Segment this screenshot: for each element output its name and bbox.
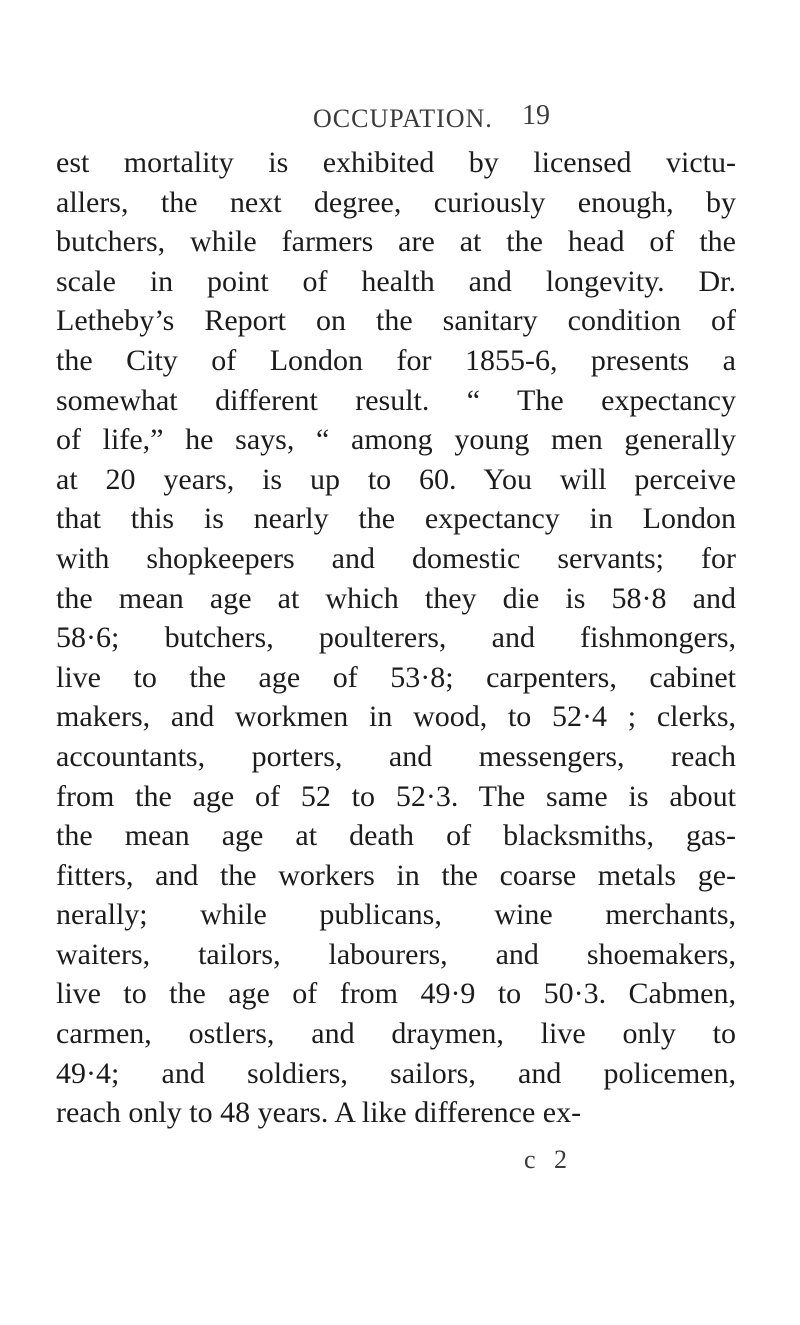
text-line: nerally; while publicans, wine merchants,: [56, 898, 736, 932]
text-line: est mortality is exhibited by licensed victu-: [56, 146, 736, 179]
text-line: live to the age of 53·8; carpenters, cabinet: [56, 660, 736, 694]
body-text: [56, 143, 736, 1133]
text-line: somewhat different result. “ The expectancy: [56, 383, 736, 417]
text-line: carmen, ostlers, and draymen, live only to: [56, 1017, 736, 1051]
text-line: of life,” he says, “ among young men generally: [56, 423, 736, 457]
text-line: scale in point of health and longevity. Dr.: [56, 264, 736, 298]
signature-mark: c 2: [524, 1145, 574, 1174]
running-title: OCCUPATION.: [313, 104, 493, 133]
text-line: that this is nearly the expectancy in London: [56, 502, 736, 536]
text-line: at 20 years, is up to 60. You will perceive: [56, 462, 736, 496]
text-line: from the age of 52 to 52·3. The same is about: [56, 779, 736, 813]
text-line: accountants, porters, and messengers, reach: [56, 739, 736, 773]
text-line: the mean age at death of blacksmiths, gas-: [56, 819, 736, 853]
text-line: makers, and workmen in wood, to 52·4 ; clerks,: [56, 700, 736, 734]
running-head: [0, 100, 800, 140]
text-line: the City of London for 1855-6, presents a: [56, 343, 736, 377]
text-line: the mean age at which they die is 58·8 and: [56, 581, 736, 615]
text-line: fitters, and the workers in the coarse metals ge-: [56, 858, 736, 892]
text-line: allers, the next degree, curiously enough, by: [56, 185, 736, 219]
text-line: 58·6; butchers, poulterers, and fishmongers,: [56, 621, 736, 655]
text-line: Letheby’s Report on the sanitary condition of: [56, 304, 736, 338]
text-line: 49·4; and soldiers, sailors, and policemen,: [56, 1056, 736, 1090]
text-line: live to the age of from 49·9 to 50·3. Cabmen,: [56, 977, 736, 1011]
text-line: with shopkeepers and domestic servants; for: [56, 541, 736, 575]
text-line: reach only to 48 years. A like difference ex-: [56, 1096, 582, 1130]
page-number: 19: [522, 100, 550, 131]
text-line: butchers, while farmers are at the head of the: [56, 225, 736, 259]
text-line: waiters, tailors, labourers, and shoemakers,: [56, 937, 736, 971]
